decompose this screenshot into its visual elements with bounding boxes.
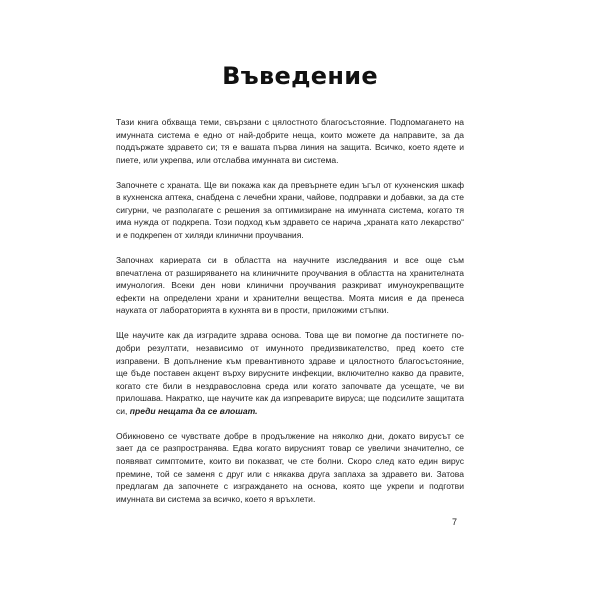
paragraph-4 xyxy=(116,329,464,417)
page-title: Въведение xyxy=(222,62,378,90)
page-number: 7 xyxy=(452,517,458,527)
paragraph-1: Тази книга обхваща теми, свързани с цялостното благосъстояние. Подпомагането на имунната система е едно от най-добрите неща, които можете да направите, за да поддържате здравето си; тя е вашата първа линия на защита. Всичко, което ядете и пиете, или укрепва, или отслабва имунната ви система. xyxy=(116,117,464,165)
paragraph-5: Обикновено се чувствате добре в продължение на няколко дни, докато вирусът се зает да се разпространява. Едва когато вирусният товар се увеличи значително, се появяват симптомите, които ви показват, че сте болни. Скоро след като един вирус премине, той се заменя с друг или с някаква друга заплаха за здравето ви. Затова предлагам да започнете с изграждането на основа, която ще укрепи и подготви имунната ви система за всичко, което я връхлети. xyxy=(116,430,464,504)
paragraph-4-emphasis: преди нещата да се влошат. xyxy=(129,405,258,416)
body-text xyxy=(116,116,464,505)
paragraph-2: Започнете с храната. Ще ви покажа как да превърнете един ъгъл от кухненския шкаф в кухненска аптека, снабдена с лечебни храни, чайове, подправки и добавки, за да сте сигурни, че разполагате с решения за оптимизиране на имунната система, когато тя има нужда от подкрепа. Този подход към здравето се нарича „храната като лекарство“ и е подкрепен от хиляди клинични проучвания. xyxy=(116,179,464,240)
paragraph-3: Започнах кариерата си в областта на научните изследвания и все още съм впечатлена от разширяването на клиничните проучвания в областта на хранителната имунология. Всеки ден нови клинични проучвания разкриват имуноукрепващите ефекти на определени храни и хранителни вещества. Моята мисия е да пренеса науката от лабораторията в кухнята ви в прости, приложими стъпки. xyxy=(116,255,464,316)
paragraph-4-text: Ще научите как да изградите здрава основа. Това ще ви помогне да постигнете по-добри резултати, независимо от имунното предизвикателство, пред което сте изправени. В допълнение към превантивното здраве и цялостното благосъстояние, ще бъде поставен акцент върху вирусните инфекции, включително какво да правите, когато сте били в нездравословна среда или когато започвате да усещате, че ви прилошава. Накратко, ще научите как да изпреварите вируса; ще подсилите защитата си, xyxy=(116,330,464,416)
